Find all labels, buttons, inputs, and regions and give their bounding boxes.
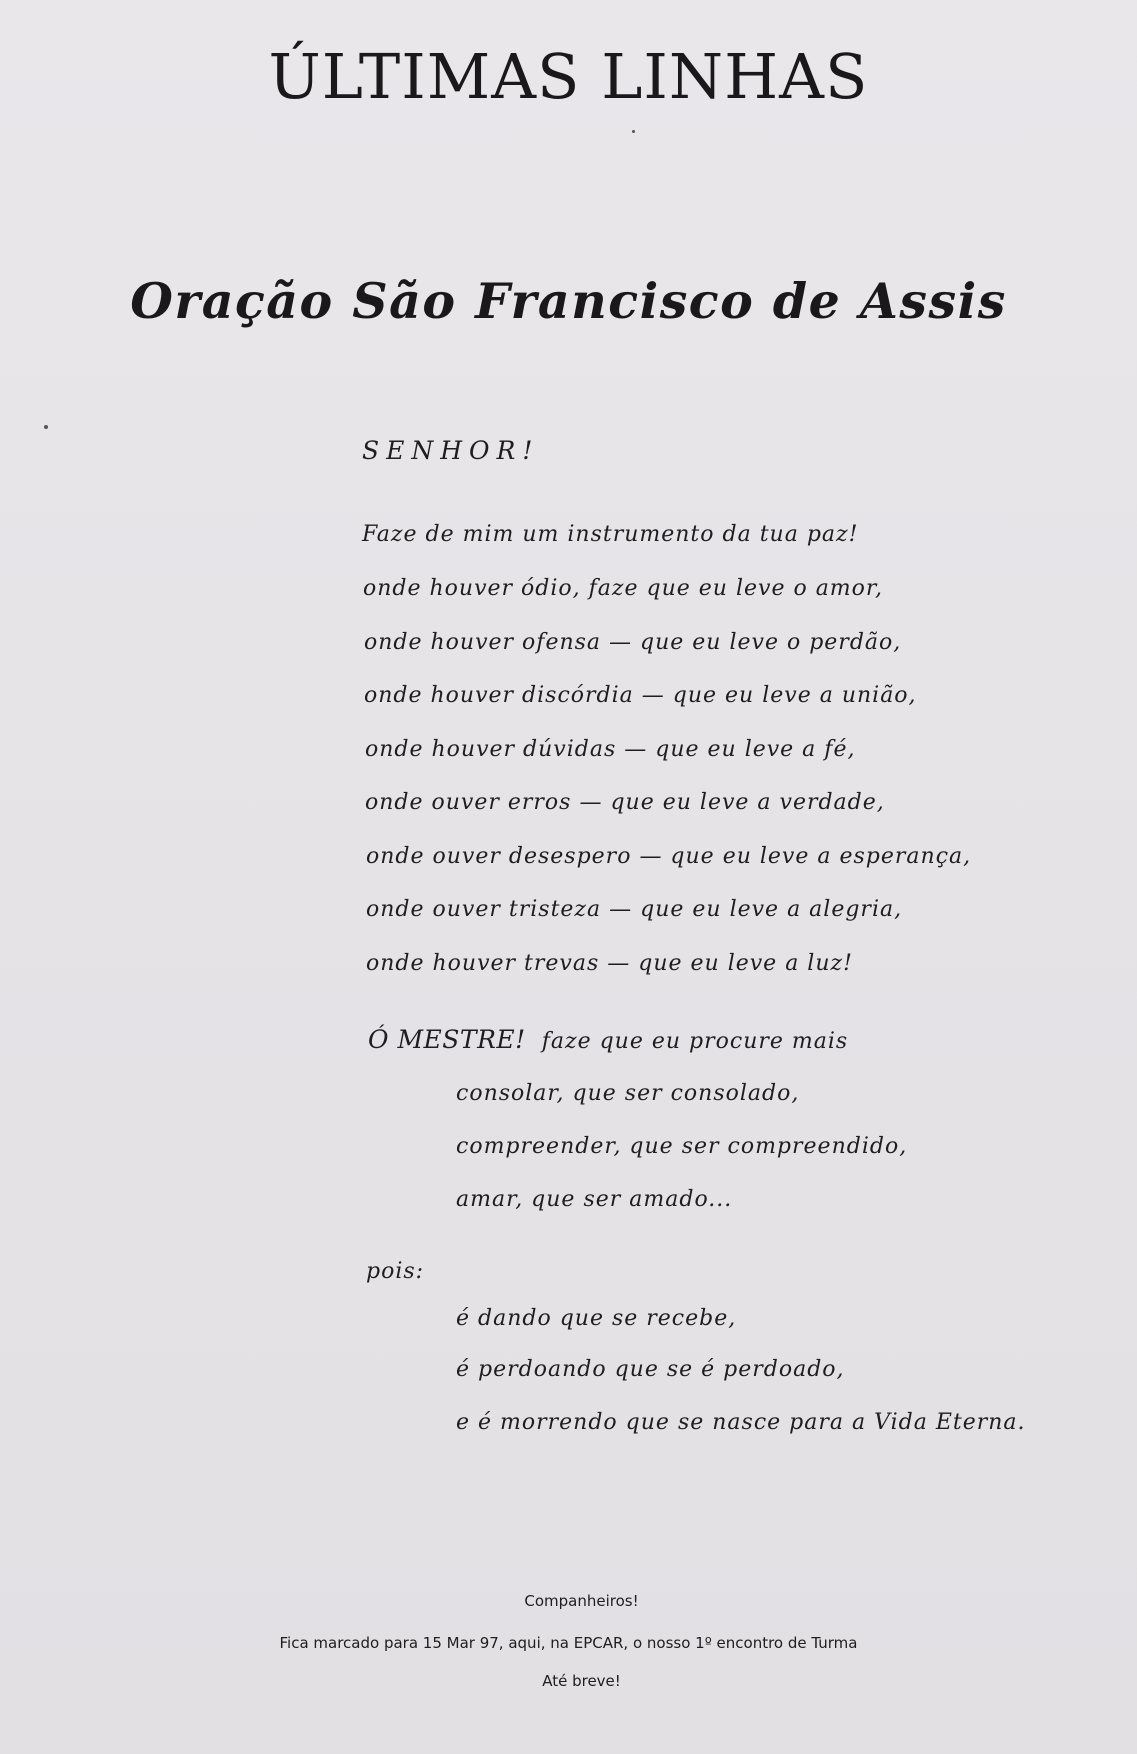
prayer-line: amar, que ser amado... — [456, 1187, 733, 1212]
prayer-line: onde houver dúvidas — que eu leve a fé, — [365, 737, 856, 762]
prayer-invocation: SENHOR! — [362, 436, 540, 465]
prayer-line: Faze de mim um instrumento da tua paz! — [362, 522, 859, 547]
page-title: ÚLTIMAS LINHAS — [268, 40, 869, 113]
prayer-line: onde ouver tristeza — que eu leve a alegria, — [366, 897, 903, 922]
prayer-line: é dando que se recebe, — [456, 1306, 737, 1331]
prayer-line: consolar, que ser consolado, — [456, 1081, 800, 1106]
prayer-line: onde houver ódio, faze que eu leve o amor, — [363, 576, 884, 601]
prayer-line: é perdoando que se é perdoado, — [456, 1357, 845, 1382]
prayer-line: onde houver discórdia — que eu leve a união, — [364, 683, 917, 708]
prayer-line: onde ouver desespero — que eu leve a esperança, — [366, 844, 972, 869]
prayer-line: onde houver ofensa — que eu leve o perdão, — [364, 630, 902, 655]
prayer-line: compreender, que ser compreendido, — [456, 1134, 908, 1159]
footer-greeting: Companheiros! — [524, 1592, 639, 1610]
mestre-invocation: Ó MESTRE! — [368, 1025, 526, 1054]
mestre-line — [368, 1025, 848, 1054]
prayer-line: onde houver trevas — que eu leve a luz! — [366, 951, 853, 976]
prayer-line: e é morrendo que se nasce para a Vida Eterna. — [456, 1410, 1026, 1435]
prayer-title: Oração São Francisco de Assis — [130, 272, 1007, 330]
mestre-continuation: faze que eu procure mais — [541, 1029, 849, 1054]
pois-label: pois: — [366, 1259, 425, 1284]
paper-speck — [44, 425, 48, 429]
paper-speck — [632, 130, 635, 133]
footer-farewell: Até breve! — [542, 1672, 621, 1690]
footer-announcement: Fica marcado para 15 Mar 97, aqui, na EPCAR, o nosso 1º encontro de Turma — [279, 1634, 858, 1652]
prayer-line: onde ouver erros — que eu leve a verdade, — [365, 790, 885, 815]
